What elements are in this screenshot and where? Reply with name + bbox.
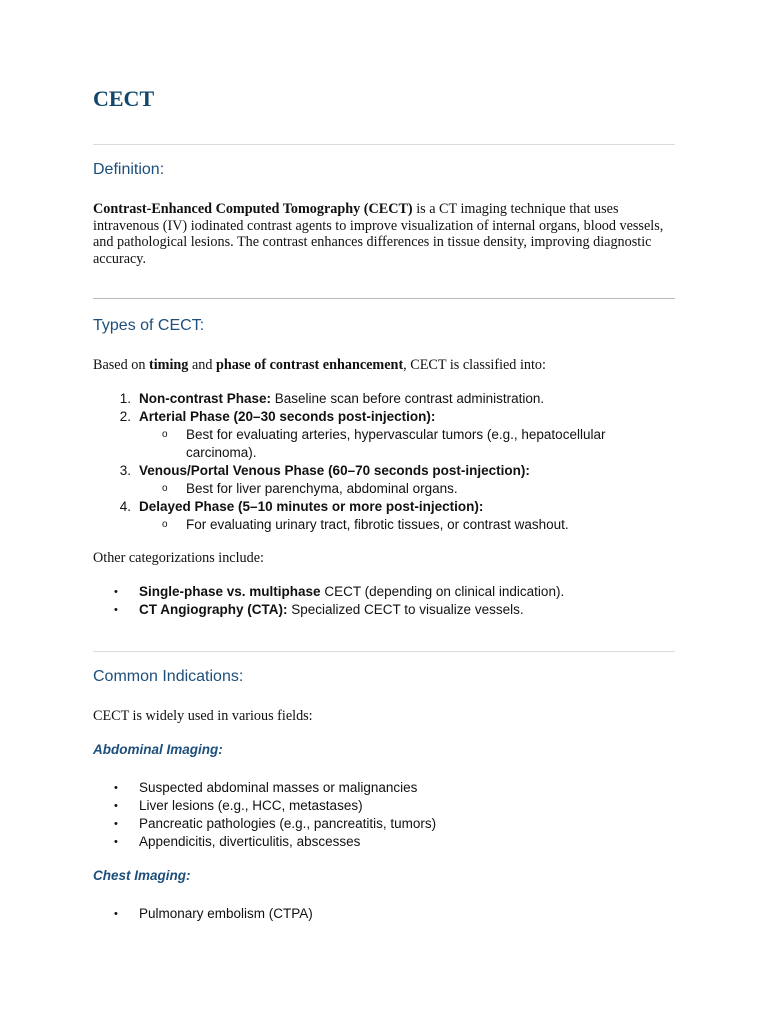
phase-sub-item [93, 426, 675, 462]
chest-imaging-list [93, 905, 675, 923]
divider [93, 298, 675, 299]
phase-list [93, 390, 675, 534]
list-number: 1. [119, 391, 131, 406]
definition-term: Contrast-Enhanced Computed Tomography (CECT) [93, 201, 413, 217]
phase-list-item [93, 498, 675, 516]
phase-name: Non-contrast Phase: [139, 391, 272, 406]
sub-bullet-icon: o [162, 483, 168, 494]
phase-sub-item [93, 516, 675, 534]
abdominal-imaging-list [93, 779, 675, 851]
phase-sub-text: Best for liver parenchyma, abdominal organs. [186, 481, 458, 496]
list-item-bold: Single-phase vs. multiphase [139, 584, 321, 599]
bullet-icon: • [114, 818, 118, 830]
bullet-icon: • [114, 586, 118, 598]
list-number: 2. [119, 409, 131, 424]
types-intro-bold: phase of contrast enhancement [215, 357, 404, 373]
list-item-text: Pancreatic pathologies (e.g., pancreatitis, tumors) [139, 816, 437, 831]
phase-name: Venous/Portal Venous Phase (60–70 seconds post-injection): [139, 463, 530, 478]
list-item [93, 601, 675, 619]
list-item-text: CECT (depending on clinical indication). [320, 584, 565, 599]
bullet-icon: • [114, 800, 118, 812]
list-item-text: Suspected abdominal masses or malignancies [139, 780, 418, 795]
types-intro-bold: timing [148, 357, 189, 373]
list-item [93, 797, 675, 815]
types-intro-text: and [188, 357, 216, 373]
list-item-text: Appendicitis, diverticulitis, abscesses [139, 834, 361, 849]
types-intro-text: , CECT is classified into: [403, 357, 546, 373]
phase-sub-item [93, 480, 675, 498]
list-item [93, 779, 675, 797]
other-categorizations-intro: Other categorizations include: [93, 550, 264, 566]
list-item-text: Liver lesions (e.g., HCC, metastases) [139, 798, 363, 813]
types-heading: Types of CECT: [93, 317, 205, 334]
list-number: 4. [119, 499, 131, 514]
divider [93, 144, 675, 145]
phase-sub-text: Best for evaluating arteries, hypervascular tumors (e.g., hepatocellular carcinoma). [186, 427, 606, 460]
list-item [93, 905, 675, 923]
other-categorizations-list [93, 583, 675, 619]
indications-intro: CECT is widely used in various fields: [93, 708, 313, 724]
chest-imaging-heading: Chest Imaging: [93, 868, 191, 883]
definition-text: is a CT imaging technique that uses intravenous (IV) iodinated contrast agents to improve visualization of internal organs, blood vessels, and pathological lesions. The contrast enhances differences in tissue density, improving diagnostic accuracy. [93, 201, 664, 267]
list-item-text: Specialized CECT to visualize vessels. [287, 602, 524, 617]
phase-name: Delayed Phase (5–10 minutes or more post-injection): [139, 499, 484, 514]
phase-sub-text: For evaluating urinary tract, fibrotic tissues, or contrast washout. [186, 517, 569, 532]
list-item [93, 833, 675, 851]
bullet-icon: • [114, 908, 118, 920]
list-number: 3. [119, 463, 131, 478]
bullet-icon: • [114, 836, 118, 848]
list-item-text: Pulmonary embolism (CTPA) [139, 906, 313, 921]
sub-bullet-icon: o [162, 519, 168, 530]
bullet-icon: • [114, 782, 118, 794]
list-item-bold: CT Angiography (CTA): [139, 602, 288, 617]
phase-description: Baseline scan before contrast administration. [271, 391, 545, 406]
divider [93, 651, 675, 652]
definition-paragraph [93, 201, 675, 267]
abdominal-imaging-heading: Abdominal Imaging: [93, 742, 223, 757]
sub-bullet-icon: o [162, 429, 168, 440]
phase-name: Arterial Phase (20–30 seconds post-injection): [139, 409, 436, 424]
list-item [93, 815, 675, 833]
phase-list-item [93, 408, 675, 426]
indications-heading: Common Indications: [93, 668, 244, 685]
bullet-icon: • [114, 604, 118, 616]
types-intro-text: Based on [93, 357, 149, 373]
document-title: CECT [93, 86, 155, 111]
types-intro [93, 357, 675, 374]
list-item [93, 583, 675, 601]
phase-list-item [93, 462, 675, 480]
phase-list-item [93, 390, 675, 408]
definition-heading: Definition: [93, 161, 165, 178]
